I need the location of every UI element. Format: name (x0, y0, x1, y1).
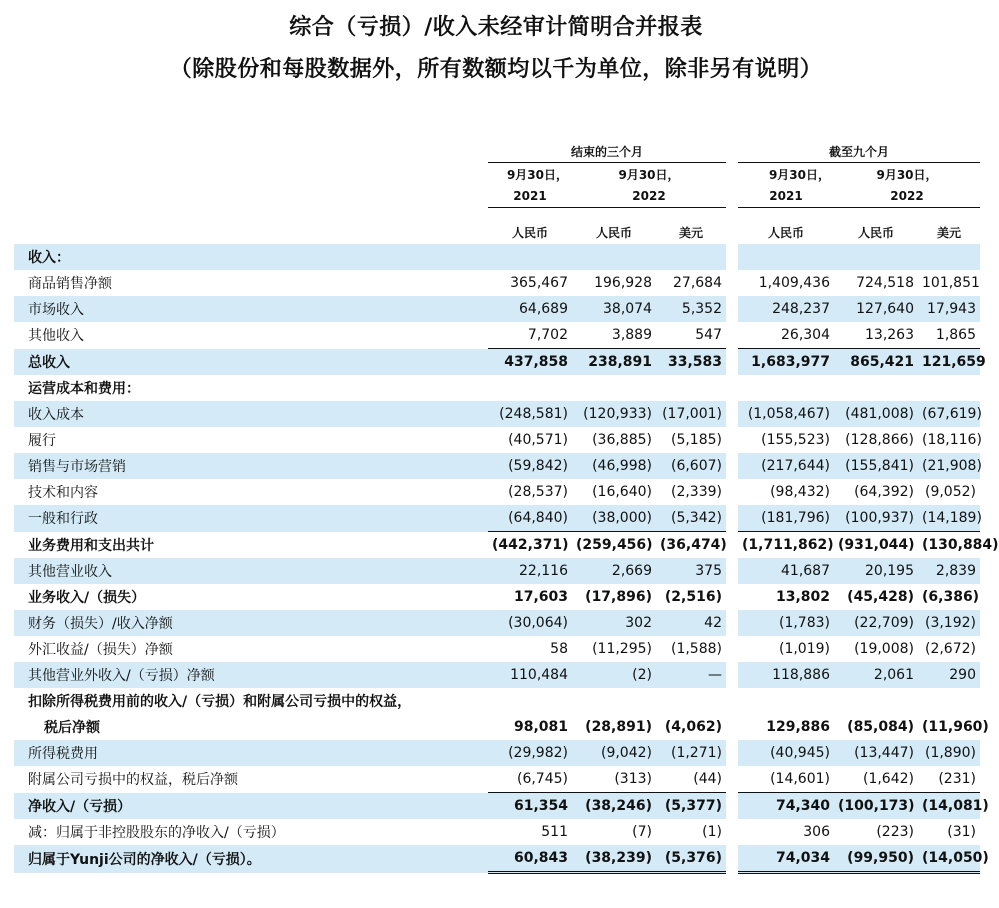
cell-value: (481,008) (834, 401, 918, 427)
header-year-9m-2022: 2022 (834, 185, 980, 208)
cell-value (488, 244, 572, 270)
cell-value: 5,352 (656, 296, 726, 322)
cell-value: (931,044) (834, 532, 918, 559)
cell-value: (100,937) (834, 505, 918, 532)
table-row (14, 270, 980, 296)
cell-value: (99,950) (834, 845, 918, 873)
cell-value: 17,943 (918, 296, 980, 322)
cell-value: 2,061 (834, 662, 918, 688)
cell-value: (1) (702, 824, 722, 840)
row-label: 履行 (28, 433, 56, 449)
header-date-9m-2022: 9月30日， (876, 167, 938, 182)
cell-value: 290 (918, 662, 980, 688)
cell-value: 27,684 (673, 275, 722, 291)
cell-value (834, 244, 918, 270)
cell-value: 248,237 (738, 296, 834, 322)
table-row (14, 296, 980, 322)
cell-value: (13,447) (834, 740, 918, 766)
row-label: 技术和内容 (28, 485, 98, 501)
row-label: 扣除所得税费用前的收入/（亏损）和附属公司亏损中的权益， (28, 694, 412, 710)
cell-value: 2,669 (572, 558, 656, 584)
cell-value: (1,783) (738, 610, 834, 636)
cell-value: (14,601) (770, 771, 830, 787)
cell-value: 22,116 (488, 558, 572, 584)
cell-value: (6,607) (656, 453, 726, 479)
cell-value: (38,000) (572, 505, 656, 532)
cell-value: (155,841) (834, 453, 918, 479)
cell-value: (5,342) (656, 505, 726, 532)
row-label: 所得税费用 (14, 740, 488, 766)
cell-value (918, 244, 980, 270)
header-year-9m-2021: 2021 (738, 185, 834, 208)
table-row (14, 714, 980, 740)
cell-value: 42 (656, 610, 726, 636)
header-currency-rmb: 人民币 (767, 225, 804, 240)
row-label: 商品销售净额 (28, 276, 112, 292)
cell-value: (17,001) (656, 401, 726, 427)
cell-value: (38,239) (572, 845, 656, 873)
cell-value: 437,858 (488, 349, 572, 376)
cell-value: 38,074 (572, 296, 656, 322)
cell-value: (1,588) (670, 641, 722, 657)
cell-value: (45,428) (847, 589, 914, 605)
header-date-3m-2021: 9月30日， (506, 167, 568, 182)
cell-value: (31) (947, 824, 976, 840)
table-row (14, 662, 980, 688)
header-currency-rmb: 人民币 (857, 225, 894, 240)
cell-value (918, 375, 980, 401)
cell-value: (6,745) (516, 771, 568, 787)
cell-value: (5,185) (670, 432, 722, 448)
cell-value: (128,866) (845, 432, 914, 448)
cell-value: (28,537) (508, 484, 568, 500)
row-label: 业务费用和支出共计 (28, 537, 154, 554)
cell-value: (1,019) (778, 641, 830, 657)
cell-value: (120,933) (572, 401, 656, 427)
cell-value: (44) (693, 771, 722, 787)
cell-value: (11,295) (592, 641, 652, 657)
cell-value: 13,263 (865, 327, 914, 343)
table-row (14, 532, 980, 559)
cell-value: 13,802 (775, 589, 830, 605)
cell-value: — (656, 662, 726, 688)
cell-value (488, 688, 572, 714)
row-label: 税后净额 (44, 720, 100, 736)
header-three-months: 结束的三个月 (488, 140, 726, 163)
header-currency-usd: 美元 (678, 225, 703, 240)
row-label: 收入成本 (14, 401, 488, 427)
table-row (14, 349, 980, 376)
cell-value: (2,672) (924, 641, 976, 657)
row-label: 销售与市场营销 (14, 453, 488, 479)
cell-value: 60,843 (488, 845, 572, 873)
cell-value (834, 688, 918, 714)
row-label: 附属公司亏损中的权益，税后净额 (28, 772, 238, 789)
cell-value: (28,891) (585, 719, 652, 735)
cell-value: (36,885) (592, 432, 652, 448)
cell-value: (11,960) (922, 719, 989, 735)
table-row (14, 427, 980, 453)
cell-value: 302 (572, 610, 656, 636)
row-label: 一般和行政 (14, 505, 488, 532)
row-label: 运营成本和费用： (28, 381, 140, 397)
cell-value: (1,058,467) (738, 401, 834, 427)
cell-value: (64,840) (488, 505, 572, 532)
report-subtitle: （除股份和每股数据外，所有数额均以千为单位，除非另有说明） (169, 57, 823, 82)
cell-value: (16,640) (592, 484, 652, 500)
cell-value (572, 244, 656, 270)
row-label: 其他营业收入 (14, 558, 488, 584)
cell-value: 1,683,977 (738, 349, 834, 376)
cell-value (572, 688, 656, 714)
cell-value: 129,886 (766, 719, 830, 735)
row-label: 业务收入/（损失） (28, 590, 146, 606)
income-statement-table (14, 140, 999, 874)
cell-value: (85,084) (847, 719, 914, 735)
cell-value: (223) (876, 824, 914, 840)
cell-value: (259,456) (572, 532, 656, 559)
cell-value: 375 (656, 558, 726, 584)
cell-value: (9,042) (572, 740, 656, 766)
cell-value: 2,839 (918, 558, 980, 584)
cell-value: 98,081 (513, 719, 568, 735)
cell-value: 26,304 (781, 327, 830, 343)
cell-value: 74,340 (738, 793, 834, 820)
cell-value: (14,081) (918, 793, 980, 820)
cell-value: (46,998) (572, 453, 656, 479)
cell-value: (130,884) (918, 532, 980, 559)
cell-value: 1,865 (935, 327, 976, 343)
table-row (14, 558, 980, 584)
cell-value: (64,392) (854, 484, 914, 500)
cell-value: 74,034 (738, 845, 834, 873)
cell-value: (18,116) (922, 432, 982, 448)
header-year-3m-2022: 2022 (572, 185, 726, 208)
row-label: 其他收入 (28, 328, 84, 345)
table-row (14, 688, 980, 714)
cell-value: 61,354 (488, 793, 572, 820)
table-row (14, 793, 980, 820)
cell-value: (5,376) (656, 845, 726, 873)
cell-value: 20,195 (834, 558, 918, 584)
cell-value: (5,377) (656, 793, 726, 820)
cell-value: 118,886 (738, 662, 834, 688)
cell-value (738, 244, 834, 270)
cell-value: (98,432) (770, 484, 830, 500)
cell-value: (59,842) (488, 453, 572, 479)
cell-value: 1,409,436 (758, 275, 830, 291)
cell-value: (3,192) (918, 610, 980, 636)
cell-value: (1,642) (862, 771, 914, 787)
cell-value: (29,982) (488, 740, 572, 766)
cell-value: (22,709) (834, 610, 918, 636)
cell-value: (7) (632, 824, 652, 840)
cell-value: (2,339) (670, 484, 722, 500)
cell-value: (6,386) (922, 589, 980, 605)
table-row (14, 819, 980, 845)
cell-value: 7,702 (527, 327, 568, 343)
cell-value (656, 688, 726, 714)
cell-value: (155,523) (761, 432, 830, 448)
cell-value: (1,271) (656, 740, 726, 766)
cell-value: (14,189) (918, 505, 980, 532)
row-label: 净收入/（亏损） (14, 793, 488, 820)
header-date-9m-2021: 9月30日， (768, 167, 830, 182)
header-currency-rmb: 人民币 (511, 225, 548, 240)
cell-value: (30,064) (488, 610, 572, 636)
cell-value: (100,173) (834, 793, 918, 820)
header-date-3m-2022: 9月30日， (618, 167, 680, 182)
table-row (14, 610, 980, 636)
cell-value: 110,484 (488, 662, 572, 688)
header-year-3m-2021: 2021 (488, 185, 572, 208)
row-label: 总收入 (14, 349, 488, 376)
table-body (14, 244, 999, 873)
table-row (14, 584, 980, 610)
header-currency-rmb: 人民币 (595, 225, 632, 240)
table-row (14, 479, 980, 505)
row-label: 收入： (14, 244, 488, 270)
table-row (14, 401, 980, 427)
cell-value: (17,896) (585, 589, 652, 605)
cell-value: (231) (938, 771, 976, 787)
cell-value: 33,583 (656, 349, 726, 376)
cell-value: 3,889 (611, 327, 652, 343)
row-label: 市场收入 (14, 296, 488, 322)
cell-value: 865,421 (834, 349, 918, 376)
cell-value: (248,581) (488, 401, 572, 427)
row-label: 归属于Yunji公司的净收入/（亏损）。 (14, 845, 488, 873)
cell-value: 196,928 (594, 275, 652, 291)
cell-value: 64,689 (488, 296, 572, 322)
cell-value: 547 (695, 327, 722, 343)
cell-value: (1,711,862) (738, 532, 834, 559)
cell-value: (313) (614, 771, 652, 787)
table-row (14, 453, 980, 479)
cell-value: (217,644) (738, 453, 834, 479)
cell-value: (21,908) (918, 453, 980, 479)
cell-value (738, 688, 834, 714)
table-row (14, 322, 980, 349)
table-row (14, 505, 980, 532)
cell-value: (40,945) (738, 740, 834, 766)
cell-value: 58 (550, 641, 568, 657)
table-row (14, 845, 980, 873)
row-label: 财务（损失）/收入净额 (14, 610, 488, 636)
header-nine-months: 截至九个月 (738, 140, 980, 163)
cell-value (918, 688, 980, 714)
cell-value: (442,371) (488, 532, 572, 559)
cell-value: (38,246) (572, 793, 656, 820)
header-currency-usd: 美元 (936, 225, 961, 240)
cell-value: 511 (541, 824, 568, 840)
cell-value: 101,851 (922, 275, 980, 291)
cell-value (656, 375, 726, 401)
cell-value: (36,474) (656, 532, 726, 559)
cell-value: (14,050) (918, 845, 980, 873)
cell-value: 238,891 (572, 349, 656, 376)
row-label: 外汇收益/（损失）净额 (28, 642, 173, 658)
cell-value: (181,796) (738, 505, 834, 532)
cell-value: (40,571) (508, 432, 568, 448)
cell-value: (67,619) (918, 401, 980, 427)
cell-value: (1,890) (918, 740, 980, 766)
row-label: 其他营业外收入/（亏损）净额 (14, 662, 488, 688)
cell-value: 121,659 (918, 349, 980, 376)
row-label: 减：归属于非控股股东的净收入/（亏损） (28, 825, 285, 841)
cell-value: (4,062) (664, 719, 722, 735)
cell-value: (19,008) (854, 641, 914, 657)
cell-value (488, 375, 572, 401)
cell-value: 41,687 (738, 558, 834, 584)
cell-value: (9,052) (924, 484, 976, 500)
report-title: 综合（亏损）/收入未经审计简明合并报表 (289, 15, 703, 40)
cell-value: 365,467 (510, 275, 568, 291)
cell-value (656, 244, 726, 270)
table-row (14, 740, 980, 766)
cell-value (834, 375, 918, 401)
cell-value: 17,603 (513, 589, 568, 605)
cell-value: 306 (803, 824, 830, 840)
table-row (14, 375, 980, 401)
cell-value: (2,516) (664, 589, 722, 605)
cell-value: 127,640 (834, 296, 918, 322)
table-row (14, 244, 980, 270)
table-row (14, 636, 980, 662)
cell-value: (2) (572, 662, 656, 688)
cell-value: 724,518 (856, 275, 914, 291)
cell-value (572, 375, 656, 401)
cell-value (738, 375, 834, 401)
table-row (14, 766, 980, 793)
